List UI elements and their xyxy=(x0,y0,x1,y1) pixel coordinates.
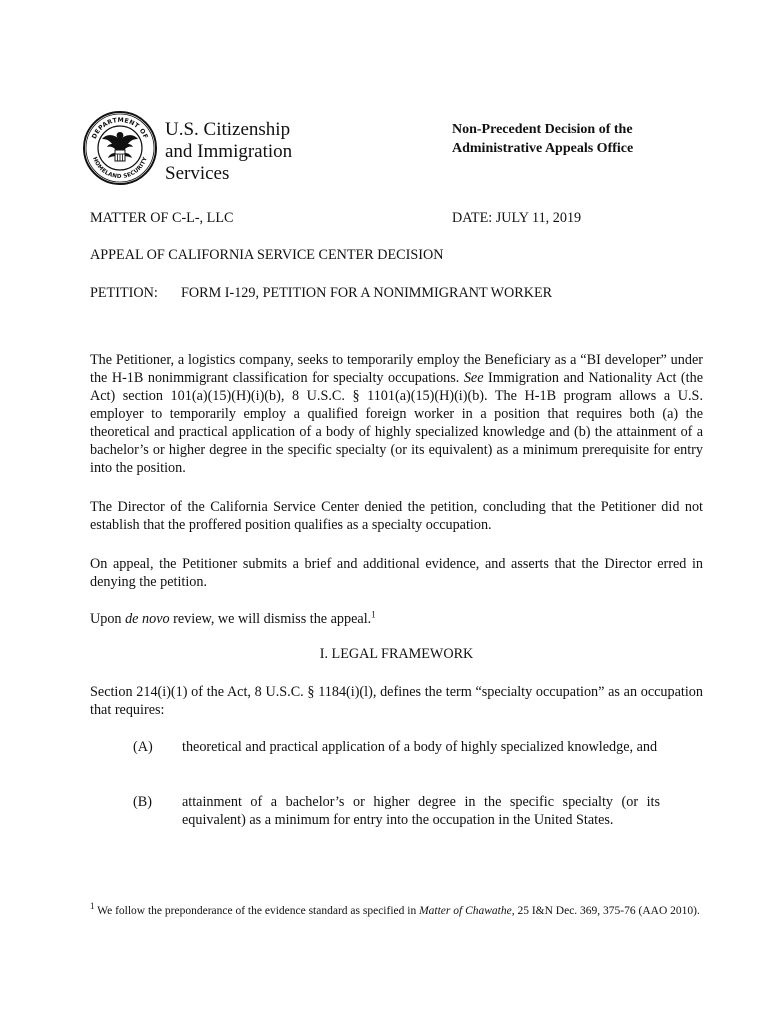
footnote-text-b: , 25 I&N Dec. 369, 375-76 (AAO 2010). xyxy=(511,905,700,917)
decision-line-1: Non-Precedent Decision of the xyxy=(452,122,633,137)
footnote-case-name: Matter of Chawathe xyxy=(419,905,512,917)
agency-line-1: U.S. Citizenship xyxy=(165,119,291,140)
paragraph-director: The Director of the California Service Center denied the petition, concluding that the Petitioner did not establish that the proffered position qualifies as a specialty occupation. xyxy=(90,499,703,533)
see-signal: See xyxy=(463,370,484,386)
agency-line-2: and Immigration xyxy=(165,141,293,162)
paragraph-intro xyxy=(90,351,703,477)
list-item-text-a: theoretical and practical application of a body of highly specialized knowledge, and xyxy=(182,739,658,755)
svg-text:HOMELAND SECURITY: HOMELAND SECURITY xyxy=(91,156,149,181)
agency-line-3: Services xyxy=(165,163,230,184)
paragraph-review-text-b: review, we will dismiss the appeal. xyxy=(169,611,372,627)
paragraph-intro-text-a: The Petitioner, a logistics company, seeks to temporarily employ the Beneficiary as a “BI developer” under the H-1B nonimmigrant classification for specialty occupations. xyxy=(90,352,703,386)
section-heading: I. LEGAL FRAMEWORK xyxy=(319,646,474,662)
de-novo-term: de novo xyxy=(125,611,170,627)
paragraph-intro-text-b: Immigration and Nationality Act (the Act) section 101(a)(15)(H)(i)(b), 8 U.S.C. § 1101(a)(15)(H)(i)(b). The H-1B program allows a U.S. employer to temporarily employ a qualified foreign worker in a position that requires both (a) the theoretical and practical application of a body of highly specialized knowledge and (b) the attainment of a bachelor’s or higher degree in the specific specialty (or its equivalent) as a minimum prerequisite for entry into the position. xyxy=(90,370,703,476)
dhs-seal xyxy=(82,110,158,186)
petition-line xyxy=(90,284,552,302)
petition-value: FORM I-129, PETITION FOR A NONIMMIGRANT WORKER xyxy=(181,285,553,301)
decision-type xyxy=(452,120,633,158)
footnote-number: 1 xyxy=(90,901,95,912)
petition-label: PETITION: xyxy=(90,285,158,301)
matter-title: MATTER OF C-L-, LLC xyxy=(90,210,234,226)
list-item-label-b: (B) xyxy=(133,794,152,810)
decision-date: DATE: JULY 11, 2019 xyxy=(452,210,582,226)
agency-name xyxy=(165,119,292,185)
decision-line-2: Administrative Appeals Office xyxy=(452,141,634,156)
footnote xyxy=(90,903,703,919)
footnote-ref: 1 xyxy=(371,609,376,620)
paragraph-definition: Section 214(i)(1) of the Act, 8 U.S.C. § 1184(i)(l), defines the term “specialty occupation” as an occupation that requires: xyxy=(90,684,703,718)
paragraph-review-text-a: Upon xyxy=(90,611,126,627)
list-item-text-b: attainment of a bachelor’s or higher degree in the specific specialty (or its equivalent) as a minimum for entry into the occupation in the United States. xyxy=(182,794,660,828)
paragraph-review xyxy=(90,610,703,628)
list-item-label-a: (A) xyxy=(133,739,153,755)
dhs-seal-icon xyxy=(82,110,158,186)
svg-text:DEPARTMENT OF: DEPARTMENT OF xyxy=(90,116,150,141)
appeal-title: APPEAL OF CALIFORNIA SERVICE CENTER DECISION xyxy=(90,247,444,263)
paragraph-appeal: On appeal, the Petitioner submits a brief and additional evidence, and asserts that the Director erred in denying the petition. xyxy=(90,556,703,590)
footnote-text-a: We follow the preponderance of the evidence standard as specified in xyxy=(94,905,420,917)
